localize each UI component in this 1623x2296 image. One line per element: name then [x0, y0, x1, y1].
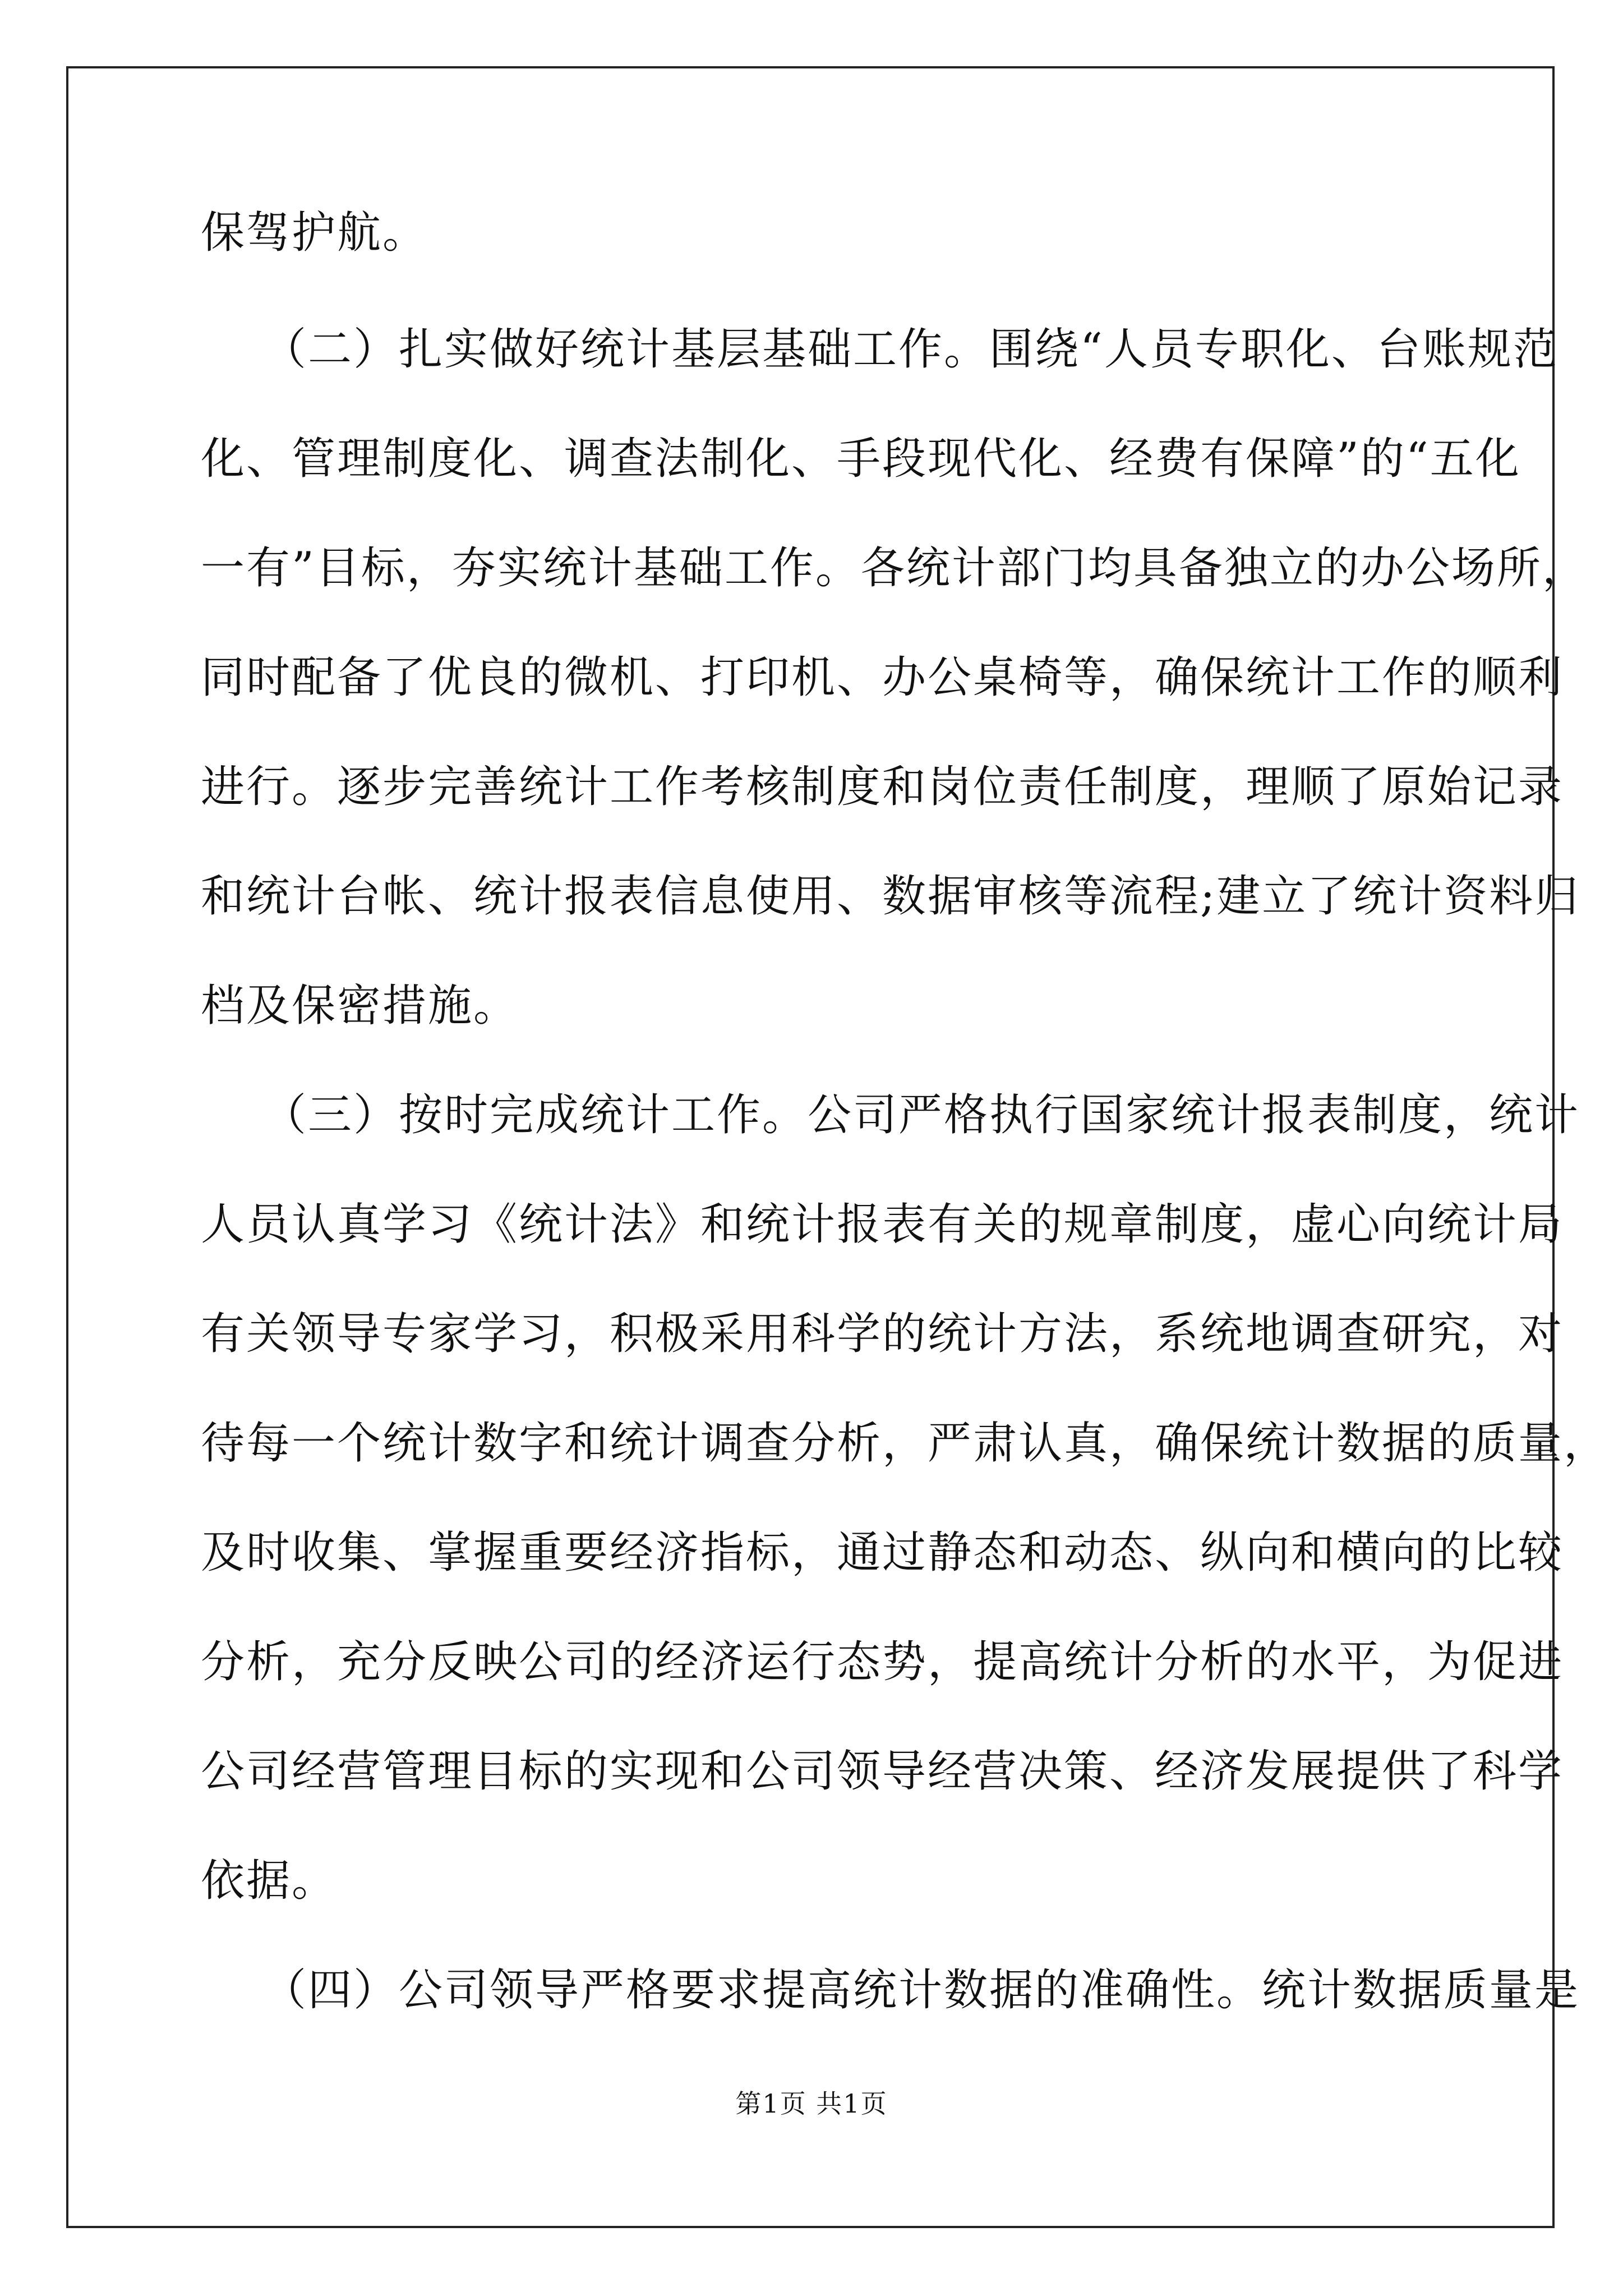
paragraph-3-line-8: 依据。 — [201, 1856, 338, 1906]
paragraph-2-line-7: 档及保密措施。 — [201, 981, 519, 1031]
body-line-1: 保驾护航。 — [201, 208, 428, 258]
page-footer: 第1页 共1页 — [735, 2088, 888, 2119]
paragraph-4-line-1: （四）公司领导严格要求提高统计数据的准确性。统计数据质量是 — [262, 1965, 1580, 2016]
paragraph-3-line-6: 分析，充分反映公司的经济运行态势，提高统计分析的水平，为促进 — [201, 1637, 1564, 1687]
paragraph-2-line-6: 和统计台帐、统计报表信息使用、数据审核等流程;建立了统计资料归 — [201, 871, 1580, 922]
paragraph-3-line-4: 待每一个统计数字和统计调查分析，严肃认真，确保统计数据的质量， — [201, 1418, 1610, 1469]
paragraph-2-line-1: （二）扎实做好统计基层基础工作。围绕“人员专职化、台账规范 — [262, 324, 1559, 375]
paragraph-3-line-3: 有关领导专家学习，积极采用科学的统计方法，系统地调查研究，对 — [201, 1309, 1564, 1359]
paragraph-3-line-1: （三）按时完成统计工作。公司严格执行国家统计报表制度，统计 — [262, 1090, 1580, 1140]
paragraph-2-line-5: 进行。逐步完善统计工作考核制度和岗位责任制度，理顺了原始记录 — [201, 762, 1564, 812]
paragraph-3-line-2: 人员认真学习《统计法》和统计报表有关的规章制度，虚心向统计局 — [201, 1199, 1564, 1250]
paragraph-2-line-4: 同时配备了优良的微机、打印机、办公桌椅等，确保统计工作的顺利 — [201, 652, 1564, 703]
paragraph-3-line-7: 公司经营管理目标的实现和公司领导经营决策、经济发展提供了科学 — [201, 1746, 1564, 1797]
paragraph-3-line-5: 及时收集、掌握重要经济指标，通过静态和动态、纵向和横向的比较 — [201, 1527, 1564, 1578]
paragraph-2-line-3: 一有”目标，夯实统计基础工作。各统计部门均具备独立的办公场所， — [201, 543, 1588, 593]
paragraph-2-line-2: 化、管理制度化、调查法制化、手段现代化、经费有保障”的“五化 — [201, 434, 1521, 484]
